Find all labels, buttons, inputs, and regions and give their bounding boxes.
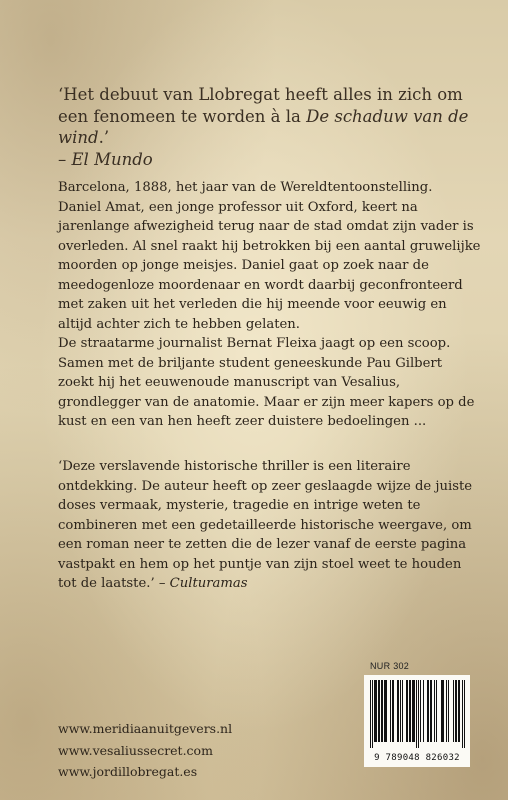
barcode-bar: [412, 680, 413, 742]
quote-source: El Mundo: [71, 149, 153, 169]
barcode-bar: [397, 680, 398, 742]
website-link[interactable]: www.vesaliussecret.com: [58, 742, 213, 758]
quote-close: .’: [98, 128, 110, 147]
quote-text: ‘Het debuut van Llobregat heeft alles in zich om een fenomeen te worden à la: [58, 85, 463, 126]
synopsis: [58, 178, 482, 432]
barcode-bar: [381, 680, 382, 742]
barcode-bar: [392, 680, 393, 742]
barcode-bar: [379, 680, 380, 742]
barcode-bar: [418, 680, 419, 748]
barcode-bar: [423, 680, 424, 742]
quote-dash: –: [58, 149, 72, 169]
synopsis-paragraph-2: Daniel Amat, een jonge professor uit Oxford, keert na jarenlange afwezigheid terug naar de stad omdat zijn vader is overleden. Al snel raakt hij betrokken bij een aantal gruwelijke moorden op jonge meisjes. Daniel gaat op zoek naar de meedogenloze moordenaar en wordt daarbij geconfronteerd met zaken uit het verleden die hij meende voor eeuwig en altijd achter zich te hebben gelaten.: [58, 199, 481, 332]
barcode-bar: [443, 680, 444, 742]
barcode-bar: [456, 680, 457, 742]
barcode-bar: [458, 680, 459, 742]
barcode-bar: [442, 680, 443, 742]
barcode-bar: [420, 680, 421, 742]
press-quote-culturamas: [58, 457, 484, 594]
isbn-barcode: [364, 675, 470, 767]
barcode-bar: [382, 680, 383, 742]
quote-source: Culturamas: [169, 576, 248, 591]
press-quote-el-mundo: [58, 84, 478, 170]
barcode-bar: [375, 680, 376, 742]
barcode-bar: [416, 680, 417, 748]
barcode-bar: [430, 680, 431, 742]
barcode-bar: [431, 680, 432, 742]
barcode-bar: [453, 680, 454, 742]
barcode-bar: [464, 680, 465, 748]
barcode-bar: [376, 680, 377, 742]
barcode-bar: [441, 680, 442, 742]
barcode-bar: [414, 680, 415, 742]
barcode-bar: [455, 680, 456, 742]
barcode-bar: [448, 680, 449, 742]
quote-text: ‘Deze verslavende historische thriller is een literaire ontdekking. De auteur heeft op zeer geslaagde wijze de juiste doses vermaak, mysterie, tragedie en intrige weten te combineren met een gedetailleerde historische weergave, om een roman neer te zetten die de lezer vanaf de eerste pagina vastpakt en hem op het puntje van zijn stoel weet te houden tot de laatste.’: [58, 459, 473, 591]
nur-code: NUR 302: [370, 661, 410, 671]
barcode-bar: [434, 680, 435, 742]
barcode-bar: [413, 680, 414, 742]
website-link[interactable]: www.jordillobregat.es: [58, 764, 198, 779]
barcode-bar: [385, 680, 386, 742]
barcode-bar: [409, 680, 410, 742]
barcode-bar: [402, 680, 403, 742]
synopsis-paragraph-3: De straatarme journalist Bernat Fleixa jaagt op een scoop. Samen met de briljante student geneeskunde Pau Gilbert zoekt hij het eeuwenoude manuscript van Vesalius, grondlegger van de anatomie. Maar er zijn meer kapers op de kust en een van hen heeft zeer duistere bedoelingen ...: [58, 336, 475, 429]
barcode-bar: [398, 680, 399, 742]
barcode-bar: [407, 680, 408, 742]
barcode-bars-icon: [364, 675, 470, 753]
barcode-bar: [372, 680, 373, 748]
barcode-bar: [384, 680, 385, 742]
isbn-number: 9 789048 826032: [374, 753, 460, 763]
barcode-bar: [436, 680, 437, 742]
barcode-bar: [374, 680, 375, 742]
barcode-bar: [406, 680, 407, 742]
barcode-bar: [370, 680, 371, 748]
barcode-bar: [462, 680, 463, 748]
barcode-bar: [428, 680, 429, 742]
barcode-bar: [446, 680, 447, 742]
website-list: [58, 718, 232, 783]
barcode-bar: [400, 680, 401, 742]
barcode-bar: [427, 680, 428, 742]
barcode-bar: [393, 680, 394, 742]
barcode-bar: [459, 680, 460, 742]
barcode-bar: [410, 680, 411, 742]
barcode-bar: [386, 680, 387, 742]
quote-dash: –: [154, 576, 170, 591]
quoted-book-title: De schaduw van de wind: [58, 106, 469, 147]
barcode-bar: [390, 680, 391, 742]
synopsis-paragraph-1: Barcelona, 1888, het jaar van de Wereldtentoonstelling.: [58, 180, 433, 195]
barcode-bar: [378, 680, 379, 742]
website-link[interactable]: www.meridiaanuitgevers.nl: [58, 721, 233, 736]
